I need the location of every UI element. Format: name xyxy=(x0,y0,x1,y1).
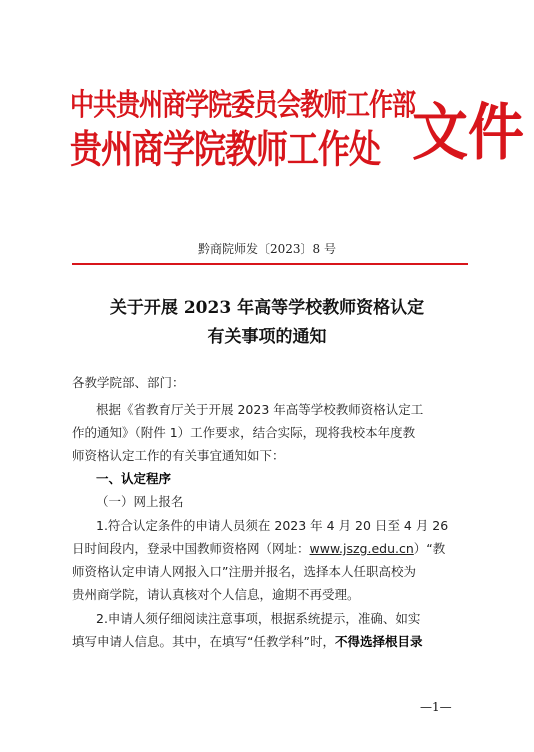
paragraph1-line3: 师资格认定工作的有关事宜通知如下： xyxy=(72,448,285,463)
paragraph2-line2 xyxy=(72,539,472,557)
salutation: 各教学院部、部门： xyxy=(72,375,185,390)
red-divider xyxy=(72,263,468,265)
document-number: 黔商院师发〔2023〕8 号 xyxy=(198,242,336,256)
red-letterhead xyxy=(70,86,524,186)
title-line2: 有关事项的通知 xyxy=(207,327,327,347)
website-link[interactable]: www.jszg.edu.cn xyxy=(309,541,414,556)
letterhead-line1: 中共贵州商学院委员会教师工作部 xyxy=(70,86,415,123)
paragraph3-line2-bold: 不得选择根目录 xyxy=(334,634,423,649)
letterhead-wenjian: 文件 xyxy=(412,96,524,170)
paragraph1-line1: 根据《省教育厅关于开展 2023 年高等学校教师资格认定工 xyxy=(96,402,424,417)
subsection-heading-1: （一）网上报名 xyxy=(96,494,184,509)
section-heading-1: 一、认定程序 xyxy=(96,471,172,486)
paragraph2-line3: 师资格认定申请人网报入口”注册并报名，选择本人任职高校为 xyxy=(72,564,416,579)
paragraph3-line1: 2.申请人须仔细阅读注意事项，根据系统提示，准确、如实 xyxy=(96,611,421,626)
paragraph2-line2-tail: ）“教 xyxy=(413,541,446,556)
paragraph2-line1: 1.符合认定条件的申请人员须在 2023 年 4 月 20 日至 4 月 26 xyxy=(96,518,449,533)
paragraph2-line2-text: 日时间段内，登录中国教师资格网（网址： xyxy=(72,541,310,556)
paragraph1-line2: 作的通知》（附件 1）工作要求，结合实际，现将我校本年度教 xyxy=(72,425,416,440)
paragraph2-line4: 贵州商学院，请认真核对个人信息，逾期不再受理。 xyxy=(72,587,360,602)
letterhead-line2: 贵州商学院教师工作处 xyxy=(70,126,381,172)
paragraph3-line2 xyxy=(72,632,472,650)
page-number: —1— xyxy=(420,700,452,714)
title-line1: 关于开展 2023 年高等学校教师资格认定 xyxy=(109,298,425,318)
paragraph3-line2-text: 填写申请人信息。其中，在填写“任教学科”时， xyxy=(72,634,335,649)
